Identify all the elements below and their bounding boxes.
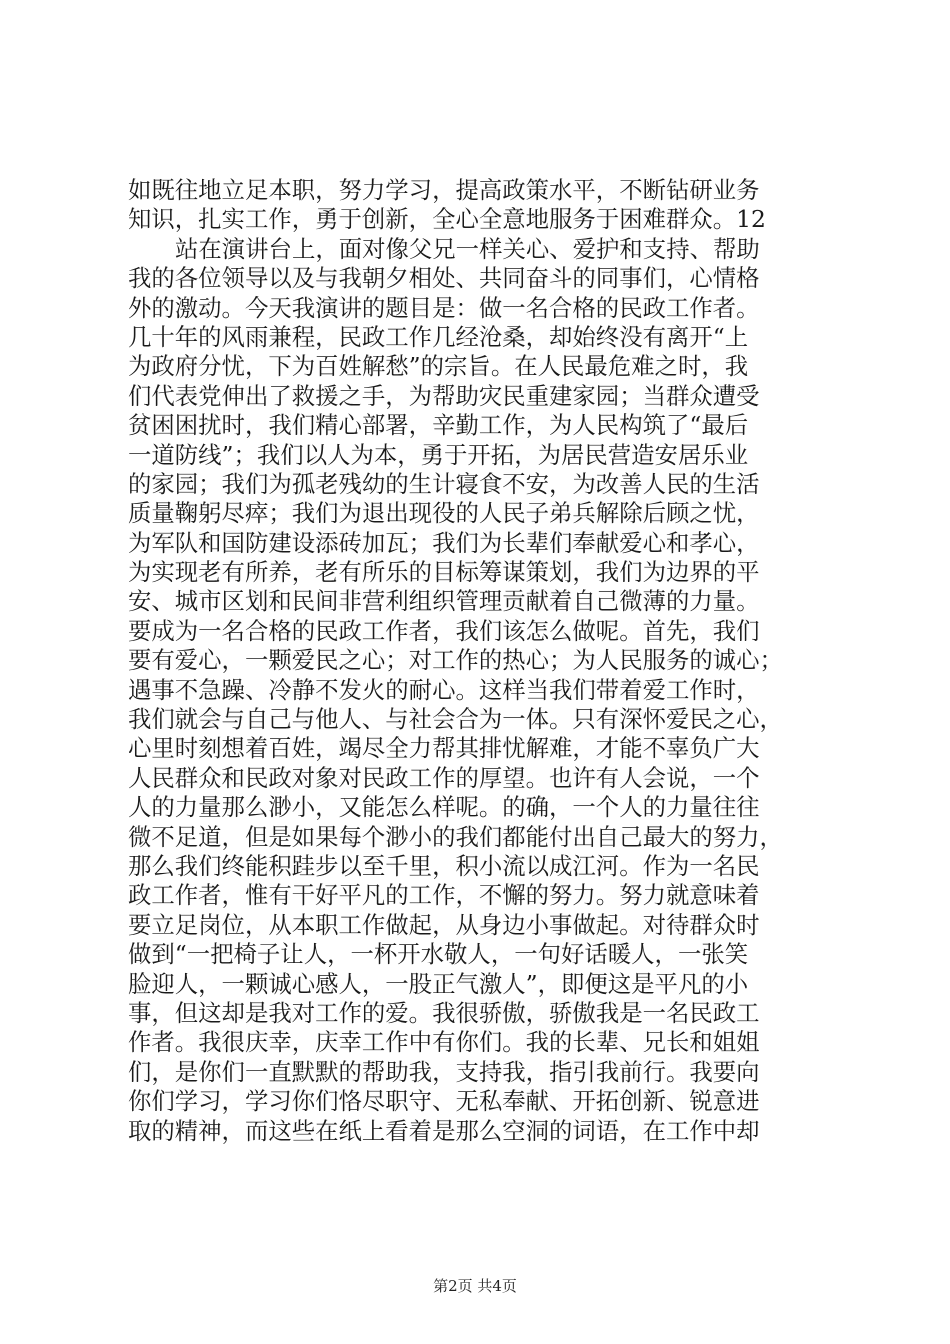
text-line: 作者。我很庆幸，庆幸工作中有你们。我的长辈、兄长和姐姐 [128,1028,760,1057]
text-line: 几十年的风雨兼程，民政工作几经沧桑，却始终没有离开“上 [128,322,749,351]
text-line: 做到“一把椅子让人，一杯开水敬人，一句好话暖人，一张笑 [128,940,749,969]
text-line: 们，是你们一直默默的帮助我，支持我，指引我前行。我要向 [128,1057,760,1086]
text-line: 为政府分忧，下为百姓解愁”的宗旨。在人民最危难之时，我 [128,352,749,381]
text-line: 安、城市区划和民间非营利组织管理贡献着自己微薄的力量。 [128,587,760,616]
text-line: 我们就会与自己与他人、与社会合为一体。只有深怀爱民之心， [128,705,783,734]
text-line: 脸迎人，一颗诚心感人，一股正气激人”，即便这是平凡的小 [128,969,749,998]
text-line: 的家园；我们为孤老残幼的生计寝食不安，为改善人民的生活 [128,469,760,498]
text-line: 人民群众和民政对象对民政工作的厚望。也许有人会说，一个 [128,763,760,792]
text-line: 为军队和国防建设添砖加瓦；我们为长辈们奉献爱心和孝心， [128,528,760,557]
text-line: 要有爱心，一颗爱民之心；对工作的热心；为人民服务的诚心； [128,646,783,675]
text-line: 心里时刻想着百姓，竭尽全力帮其排忧解难，才能不辜负广大 [128,734,760,763]
text-line: 取的精神，而这些在纸上看着是那么空洞的词语，在工作中却 [128,1116,760,1145]
text-line: 们代表党伸出了救援之手，为帮助灾民重建家园；当群众遭受 [128,381,760,410]
text-line: 质量鞠躬尽瘁；我们为退出现役的人民子弟兵解除后顾之忧， [128,499,760,528]
body-text [128,176,832,1146]
text-line: 微不足道，但是如果每个渺小的我们都能付出自己最大的努力， [128,822,783,851]
text-line: 为实现老有所养，老有所乐的目标筹谋策划，我们为边界的平 [128,558,760,587]
text-line: 我的各位领导以及与我朝夕相处、共同奋斗的同事们，心情格 [128,264,760,293]
text-line: 人的力量那么渺小，又能怎么样呢。的确，一个人的力量往往 [128,793,760,822]
page-footer: 第2页 共4页 [433,1277,517,1295]
text-line: 事，但这却是我对工作的爱。我很骄傲，骄傲我是一名民政工 [128,998,760,1027]
text-line: 政工作者，惟有干好平凡的工作，不懈的努力。努力就意味着 [128,881,760,910]
paragraph-first-line: 站在演讲台上，面对像父兄一样关心、爱护和支持、帮助 [175,234,760,263]
text-line: 一道防线”；我们以人为本，勇于开拓，为居民营造安居乐业 [128,440,749,469]
text-line: 贫困困扰时，我们精心部署，辛勤工作，为人民构筑了“最后 [128,411,749,440]
text-line: 知识，扎实工作，勇于创新，全心全意地服务于困难群众。12 [128,205,766,234]
text-line: 如既往地立足本职，努力学习，提高政策水平，不断钻研业务 [128,176,760,204]
text-line: 外的激动。今天我演讲的题目是：做一名合格的民政工作者。 [128,293,760,322]
text-line: 要成为一名合格的民政工作者，我们该怎么做呢。首先，我们 [128,616,760,645]
text-line: 要立足岗位，从本职工作做起，从身边小事做起。对待群众时 [128,910,760,939]
text-line: 那么我们终能积跬步以至千里，积小流以成江河。作为一名民 [128,851,760,880]
text-line: 你们学习，学习你们恪尽职守、无私奉献、开拓创新、锐意进 [128,1087,760,1116]
text-line: 遇事不急躁、冷静不发火的耐心。这样当我们带着爱工作时， [128,675,760,704]
